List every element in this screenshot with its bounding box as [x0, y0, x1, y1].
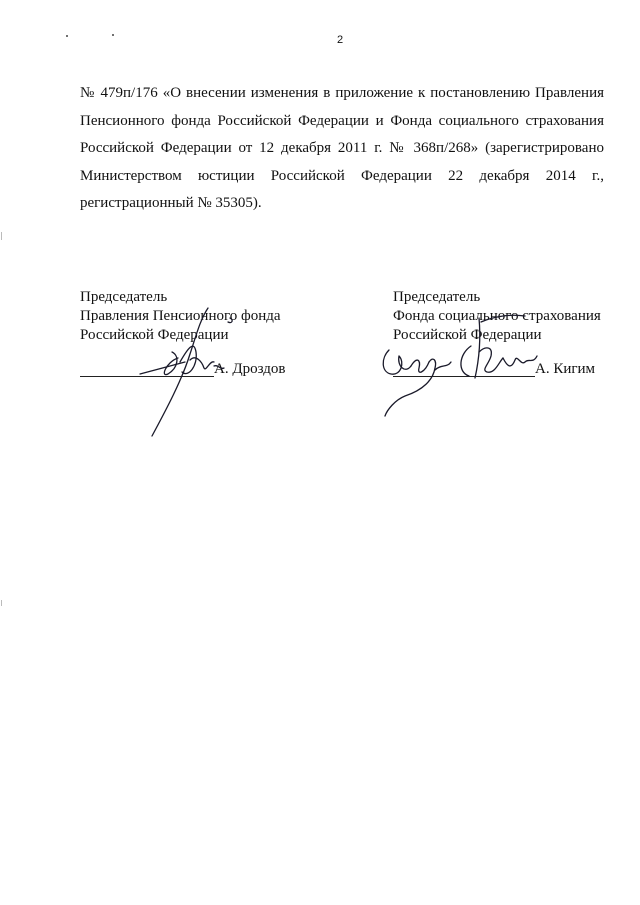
body-line: Пенсионного фонда Российской Федерации и Фонда социального страхования [80, 112, 604, 129]
signatory-organization: Российской Федерации [80, 327, 229, 343]
document-body [80, 80, 604, 218]
signature-rule [80, 376, 214, 377]
body-line: регистрационный № 35305). [80, 195, 262, 211]
scan-edge-mark [1, 600, 2, 606]
signatory-name: А. Кигим [535, 361, 596, 377]
body-line: Российской Федерации от 12 декабря 2011 г. № 368п/268» (зарегистрировано [80, 140, 604, 156]
signature-block-pension-fund [80, 288, 320, 379]
signatory-name: А. Дроздов [214, 361, 286, 377]
signatory-organization: Правления Пенсионного фонда [80, 308, 281, 324]
signatory-position: Председатель [80, 289, 168, 305]
signatory-organization: Российской Федерации [393, 327, 542, 343]
signature-block-social-insurance-fund [393, 288, 633, 379]
body-line: Министерством юстиции Российской Федерации 22 декабря 2014 г., [80, 167, 604, 184]
signature-rule [393, 376, 535, 377]
signature-line [80, 359, 320, 379]
scan-edge-mark [1, 232, 2, 240]
signatory-organization: Фонда социального страхования [393, 308, 601, 324]
signatory-position: Председатель [393, 289, 481, 305]
page-number: 2 [336, 34, 344, 46]
body-line: № 479п/176 «О внесении изменения в приложение к постановлению Правления [80, 85, 604, 101]
signature-line [393, 359, 633, 379]
